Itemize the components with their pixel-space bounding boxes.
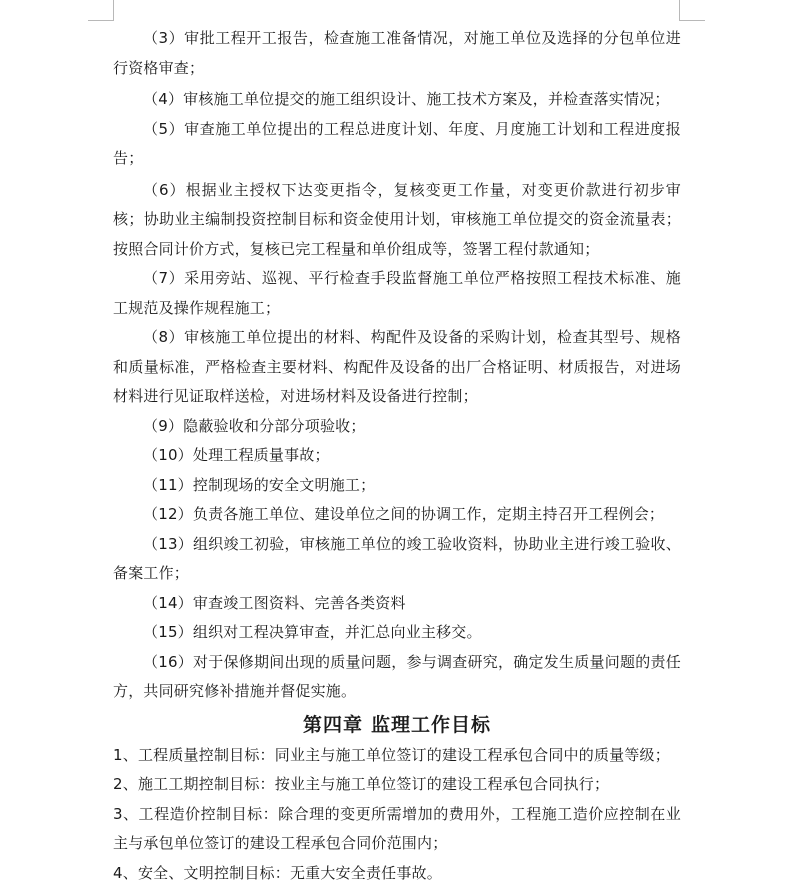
goal-quality: 1、工程质量控制目标：同业主与施工单位签订的建设工程承包合同中的质量等级； — [113, 741, 681, 771]
item-7: （7）采用旁站、巡视、平行检查手段监督施工单位严格按照工程技术标准、施工规范及操作规程施工； — [113, 264, 681, 323]
item-13: （13）组织竣工初验，审核施工单位的竣工验收资料，协助业主进行竣工验收、备案工作； — [113, 530, 681, 589]
item-6: （6）根据业主授权下达变更指令，复核变更工作量，对变更价款进行初步审核；协助业主编制投资控制目标和资金使用计划，审核施工单位提交的资金流量表；按照合同计价方式，复核已完工程量和单价组成等，签署工程付款通知； — [113, 176, 681, 265]
crop-mark-left-vertical — [113, 0, 114, 20]
document-body — [113, 24, 681, 888]
goal-schedule: 2、施工工期控制目标：按业主与施工单位签订的建设工程承包合同执行； — [113, 770, 681, 800]
item-5: （5）审查施工单位提出的工程总进度计划、年度、月度施工计划和工程进度报告； — [113, 115, 681, 174]
item-15: （15）组织对工程决算审查，并汇总向业主移交。 — [113, 618, 681, 648]
crop-mark-right-horizontal — [679, 20, 705, 21]
item-8: （8）审核施工单位提出的材料、构配件及设备的采购计划，检查其型号、规格和质量标准，严格检查主要材料、构配件及设备的出厂合格证明、材质报告，对进场材料进行见证取样送检，对进场材料及设备进行控制； — [113, 323, 681, 412]
goal-safety: 4、安全、文明控制目标：无重大安全责任事故。 — [113, 859, 681, 888]
item-3: （3）审批工程开工报告，检查施工准备情况，对施工单位及选择的分包单位进行资格审查； — [113, 24, 681, 83]
item-16: （16）对于保修期间出现的质量问题，参与调查研究，确定发生质量问题的责任方，共同研究修补措施并督促实施。 — [113, 648, 681, 707]
crop-mark-right-vertical — [679, 0, 680, 20]
item-4: （4）审核施工单位提交的施工组织设计、施工技术方案及，并检查落实情况； — [113, 85, 681, 115]
item-9: （9）隐蔽验收和分部分项验收； — [113, 412, 681, 442]
goal-cost: 3、工程造价控制目标：除合理的变更所需增加的费用外，工程施工造价应控制在业主与承包单位签订的建设工程承包合同价范围内； — [113, 800, 681, 859]
crop-mark-left-horizontal — [88, 20, 114, 21]
chapter-number: 第四章 — [303, 714, 363, 736]
chapter-heading — [113, 709, 681, 741]
item-12: （12）负责各施工单位、建设单位之间的协调工作，定期主持召开工程例会； — [113, 500, 681, 530]
item-14: （14）审查竣工图资料、完善各类资料 — [113, 589, 681, 619]
item-10: （10）处理工程质量事故； — [113, 441, 681, 471]
chapter-title: 监理工作目标 — [371, 714, 491, 736]
item-11: （11）控制现场的安全文明施工； — [113, 471, 681, 501]
